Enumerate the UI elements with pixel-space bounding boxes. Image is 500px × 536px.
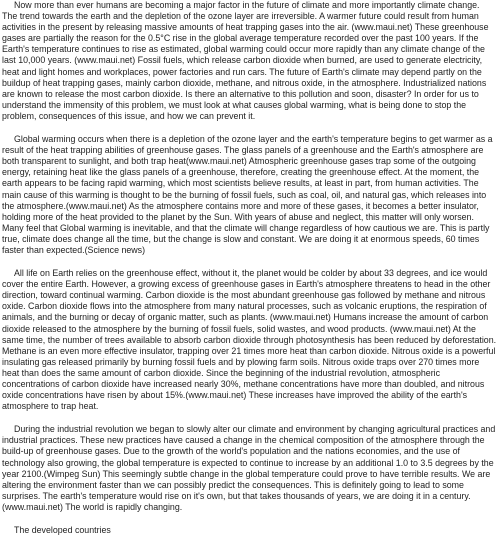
- paragraph-spacer: [2, 122, 497, 134]
- paragraph-industrial-revolution: During the industrial revolution we began to slowly alter our climate and environment by changing agricultural practices and industrial practices. These new practices have caused a change in the chemical composition of the atmosphere through the build-up of greenhouse gases. Due to the growth of the world's population and the nations economies, and the use of technology also growing, the global temperature is expected to continue to increase by an additional 1.0 to 3.5 degrees by the year 2100.(Wimpeg Sun) This seemingly subtle change in the global temperature could prove to have terrible results. We are altering the environment faster than we can possibly predict the consequences. This is definitely going to lead to some surprises. The earth's temperature would rise on it's own, but that takes thousands of years, we are doing it in a century.(www.maui.net) The world is rapidly changing.: [2, 424, 496, 512]
- paragraph-causes: Global warming occurs when there is a depletion of the ozone layer and the earth's temperature begins to get warmer as a result of the heat trapping abilities of greenhouse gases. The glass panels of a greenhouse and the Earth's atmosphere are both transparent to sunlight, and both trap heat(www.maui.net) Atmospheric greenhouse gases trap some of the outgoing energy, retaining heat like the glass panels of a greenhouse, therefore, creating the greenhouse effect. At the moment, the earth appears to be facing rapid warming, which most scientists believe results, at least in part, from human activities. The main cause of this warming is thought to be the burning of fossil fuels, such as coal, oil, and natural gas, which releases into the atmosphere.(www.maui.net) As the atmosphere contains more and more of these gases, it becomes a better insulator, holding more of the heat provided to the planet by the Sun. With years of abuse and neglect, this matter will only worsen. Many feel that Global warming is inevitable, and that the climate will change regardless of how cautious we are. This is partly true, climate does change all the time, but the change is slow and constant. We are doing it at enormous speeds, 60 times faster than expected.(Science news): [2, 134, 493, 255]
- paragraph-intro: Now more than ever humans are becoming a major factor in the future of climate and more importantly climate change. The trend towards the earth and the depletion of the ozone layer are irreversible. A warmer future could result from human activities in the present by releasing massive amounts of heat trapping gases into the air. (www.maui.net) These greenhouse gases are partially the reason for the 0.5°C rise in the global average temperature recorded over the past 100 years. If the Earth's temperature continues to rise as estimated, global warming could occur more rapidly than any climate change of the last 10,000 years. (www.maui.net) Fossil fuels, which release carbon dioxide when burned, are used to generate electricity, heat and light homes and workplaces, power factories and run cars. The future of Earth's climate may depend partly on the buildup of heat trapping gases, mainly carbon dioxide, methane, and nitrous oxide, in the atmosphere. Industrialized nations are known to release the most carbon dioxide. Is there an alternative to this pollution and soon, disaster? In order for us to understand the immensity of this problem, we must look at what causes global warming, what is being done to stop the problem, consequences of this issue, and how we can prevent it.: [2, 0, 489, 121]
- essay-body: [2, 0, 497, 536]
- paragraph-developed-countries: The developed countries: [14, 525, 111, 536]
- paragraph-spacer: [2, 513, 497, 525]
- paragraph-spacer: [2, 256, 497, 268]
- paragraph-spacer: [2, 412, 497, 424]
- paragraph-greenhouse-effect: All life on Earth relies on the greenhouse effect, without it, the planet would be colder by about 33 degrees, and ice would cover the entire Earth. However, a growing excess of greenhouse gases in Earth's atmosphere threatens to head in the other direction, toward continual warming. Carbon dioxide is the most abundant greenhouse gas followed by methane and nitrous oxide. Carbon dioxide flows into the atmosphere from many natural processes, such as volcanic eruptions, the respiration of animals, and the burning or decay of organic matter, such as plants. (www.maui.net) Humans increase the amount of carbon dioxide released to the atmosphere by the burning of fossil fuels, solid wastes, and wood products. (www.maui.net) At the same time, the number of trees available to absorb carbon dioxide through photosynthesis has been reduced by deforestation. Methane is an even more effective insulator, trapping over 21 times more heat than carbon dioxide. Nitrous oxide is a powerful insulating gas released primarily by burning fossil fuels and by plowing farm soils. Nitrous oxide traps over 270 times more heat than does the same amount of carbon dioxide. Since the beginning of the industrial revolution, atmospheric concentrations of carbon dioxide have increased nearly 30%, methane concentrations have more than doubled, and nitrous oxide concentrations have risen by about 15%.(www.maui.net) These increases have improved the ability of the earth's atmosphere to trap heat.: [2, 268, 497, 412]
